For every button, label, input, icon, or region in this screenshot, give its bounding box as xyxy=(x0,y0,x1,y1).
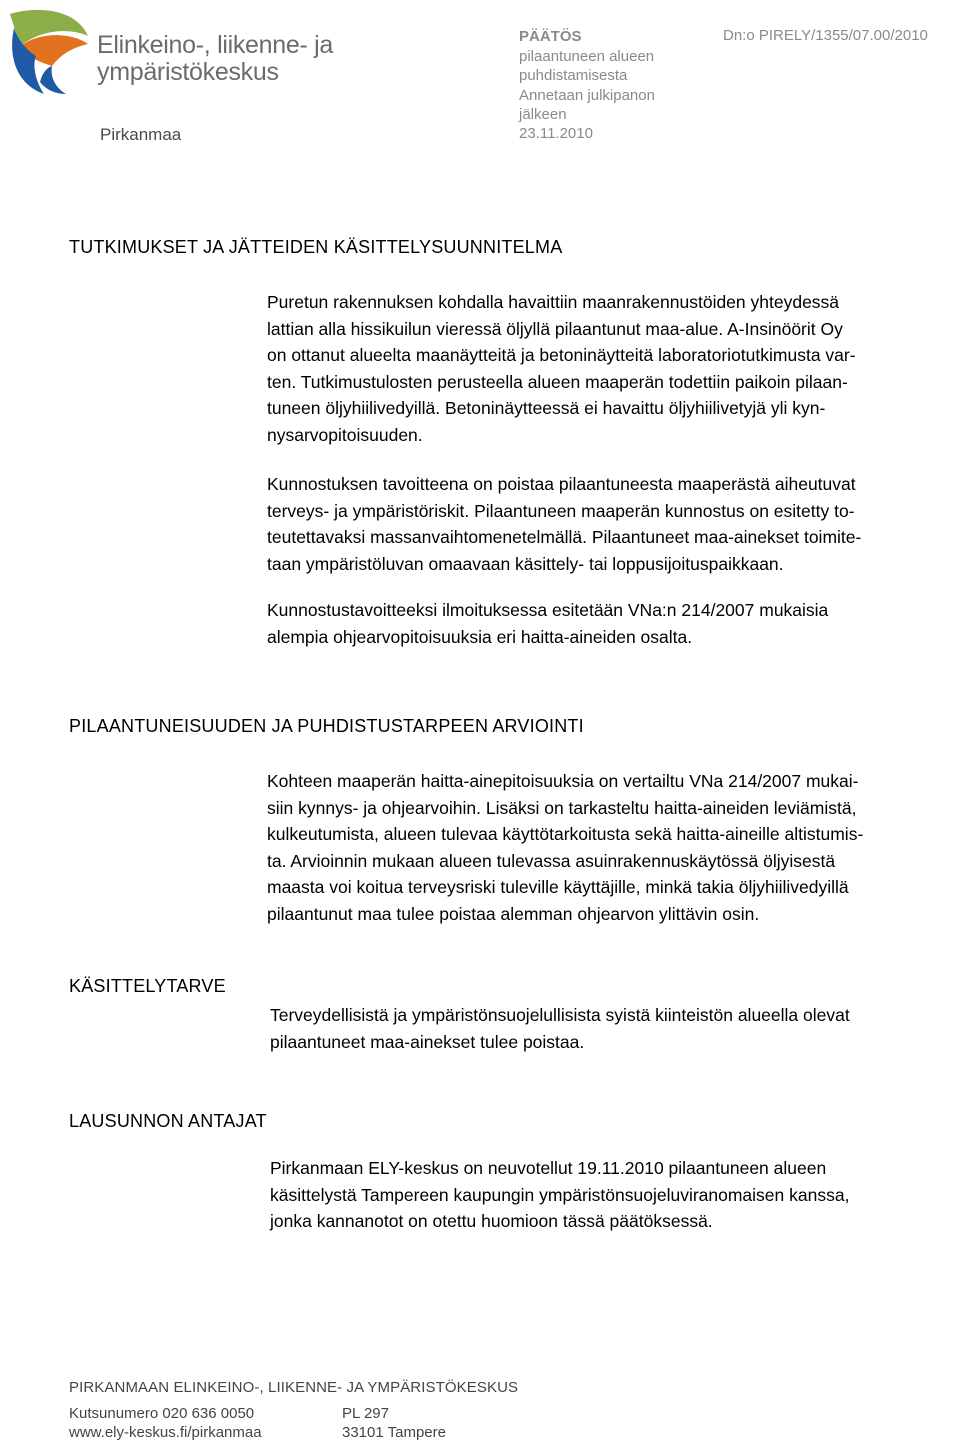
section-heading-tutkimukset: TUTKIMUKSET JA JÄTTEIDEN KÄSITTELYSUUNNITELMA xyxy=(69,237,563,257)
text-line: on ottanut alueelta maanäytteitä ja betoninäytteitä laboratoriotutkimusta var- xyxy=(267,345,856,365)
section-heading-kasittelytarve: KÄSITTELYTARVE xyxy=(69,976,226,996)
footer-contact xyxy=(69,1404,262,1442)
text-line: jonka kannanotot on otettu huomioon tässä päätöksessä. xyxy=(270,1211,713,1231)
text-line: Terveydellisistä ja ympäristönsuojelullisista syistä kiinteistön alueella olevat xyxy=(270,1005,850,1025)
text-line: Kohteen maaperän haitta-ainepitoisuuksia on vertailtu VNa 214/2007 mukai- xyxy=(267,771,859,791)
text-line: alempia ohjearvopitoisuuksia eri haitta-aineiden osalta. xyxy=(267,626,693,647)
section-heading-lausunnon: LAUSUNNON ANTAJAT xyxy=(69,1111,267,1131)
org-name-line2: ympäristökeskus xyxy=(97,58,279,86)
ely-logo-icon xyxy=(6,6,92,98)
decision-line: pilaantuneen alueen xyxy=(519,47,655,65)
text-line: maasta voi koitua terveysriski tuleville käyttäjille, minkä takia öljyhiilivedyillä xyxy=(267,877,849,897)
footer-address xyxy=(342,1404,446,1442)
text-line: taan ympäristöluvan omaavaan käsittely- tai loppusijoituspaikkaan. xyxy=(267,553,784,574)
decision-line: Annetaan julkipanon xyxy=(519,86,655,104)
decision-line: jälkeen xyxy=(519,106,567,123)
text-line: teutettavaksi massanvaihtomenetelmällä. Pilaantuneet maa-ainekset toimite- xyxy=(267,527,862,547)
text-line: ta. Arvioinnin mukaan alueen tulevassa asuinrakennuskäytössä öljyisestä xyxy=(267,850,836,871)
text-line: Kunnostuksen tavoitteena on poistaa pilaantuneesta maaperästä aiheutuvat xyxy=(267,474,856,494)
footer-pobox: PL 297 xyxy=(342,1405,389,1422)
text-line: Pirkanmaan ELY-keskus on neuvotellut 19.11.2010 pilaantuneen alueen xyxy=(270,1158,827,1178)
decision-line: puhdistamisesta xyxy=(519,67,628,84)
text-line: pilaantunut maa tulee poistaa alemman ohjearvon ylittävin osin. xyxy=(267,903,760,924)
text-line: ten. Tutkimustulosten perusteella alueen maaperän todettiin paikoin pilaan- xyxy=(267,371,848,392)
text-line: nysarvopitoisuuden. xyxy=(267,424,423,445)
text-line: Kunnostustavoitteeksi ilmoituksessa esitetään VNa:n 214/2007 mukaisia xyxy=(267,600,829,620)
decision-line: PÄÄTÖS xyxy=(519,28,582,45)
paragraph-target-values xyxy=(267,597,955,650)
paragraph-assessment xyxy=(267,768,955,927)
footer-postal: 33101 Tampere xyxy=(342,1424,446,1441)
org-name xyxy=(97,32,333,86)
document-date: 23.11.2010 xyxy=(519,125,593,142)
text-line: käsittelystä Tampereen kaupungin ympäristönsuojeluviranomaisen kanssa, xyxy=(270,1184,850,1205)
text-line: lattian alla hissikuilun vieressä öljyllä pilaantunut maa-alue. A-Insinöörit Oy xyxy=(267,318,843,339)
paragraph-statements xyxy=(270,1155,958,1235)
text-line: pilaantuneet maa-ainekset tulee poistaa. xyxy=(270,1031,585,1052)
text-line: Puretun rakennuksen kohdalla havaittiin maanrakennustöiden yhteydessä xyxy=(267,292,840,312)
paragraph-remediation-goal xyxy=(267,471,955,577)
text-line: tuneen öljyhiilivedyillä. Betoninäytteessä ei havaittu öljyhiilivetyjä yli kyn- xyxy=(267,398,826,418)
footer-org: PIRKANMAAN ELINKEINO-, LIIKENNE- JA YMPÄRISTÖKESKUS xyxy=(69,1379,519,1396)
footer-web[interactable]: www.ely-keskus.fi/pirkanmaa xyxy=(69,1424,262,1441)
section-heading-arviointi: PILAANTUNEISUUDEN JA PUHDISTUSTARPEEN ARVIOINTI xyxy=(69,716,584,736)
org-name-line1: Elinkeino-, liikenne- ja xyxy=(97,31,333,59)
text-line: terveys- ja ympäristöriskit. Pilaantuneen maaperän kunnostus on esitetty to- xyxy=(267,500,855,521)
paragraph-findings xyxy=(267,289,955,448)
text-line: siin kynnys- ja ohjearvoihin. Lisäksi on tarkasteltu haitta-aineiden leviämistä, xyxy=(267,797,857,818)
document-number: Dn:o PIRELY/1355/07.00/2010 xyxy=(723,27,928,44)
decision-title xyxy=(519,27,709,125)
text-line: kulkeutumista, alueen tulevaa käyttötarkoitusta sekä haitta-aineille altistumis- xyxy=(267,824,864,844)
region-label: Pirkanmaa xyxy=(100,125,182,144)
footer-phone: Kutsunumero 020 636 0050 xyxy=(69,1405,255,1422)
paragraph-treatment-need xyxy=(270,1002,958,1055)
